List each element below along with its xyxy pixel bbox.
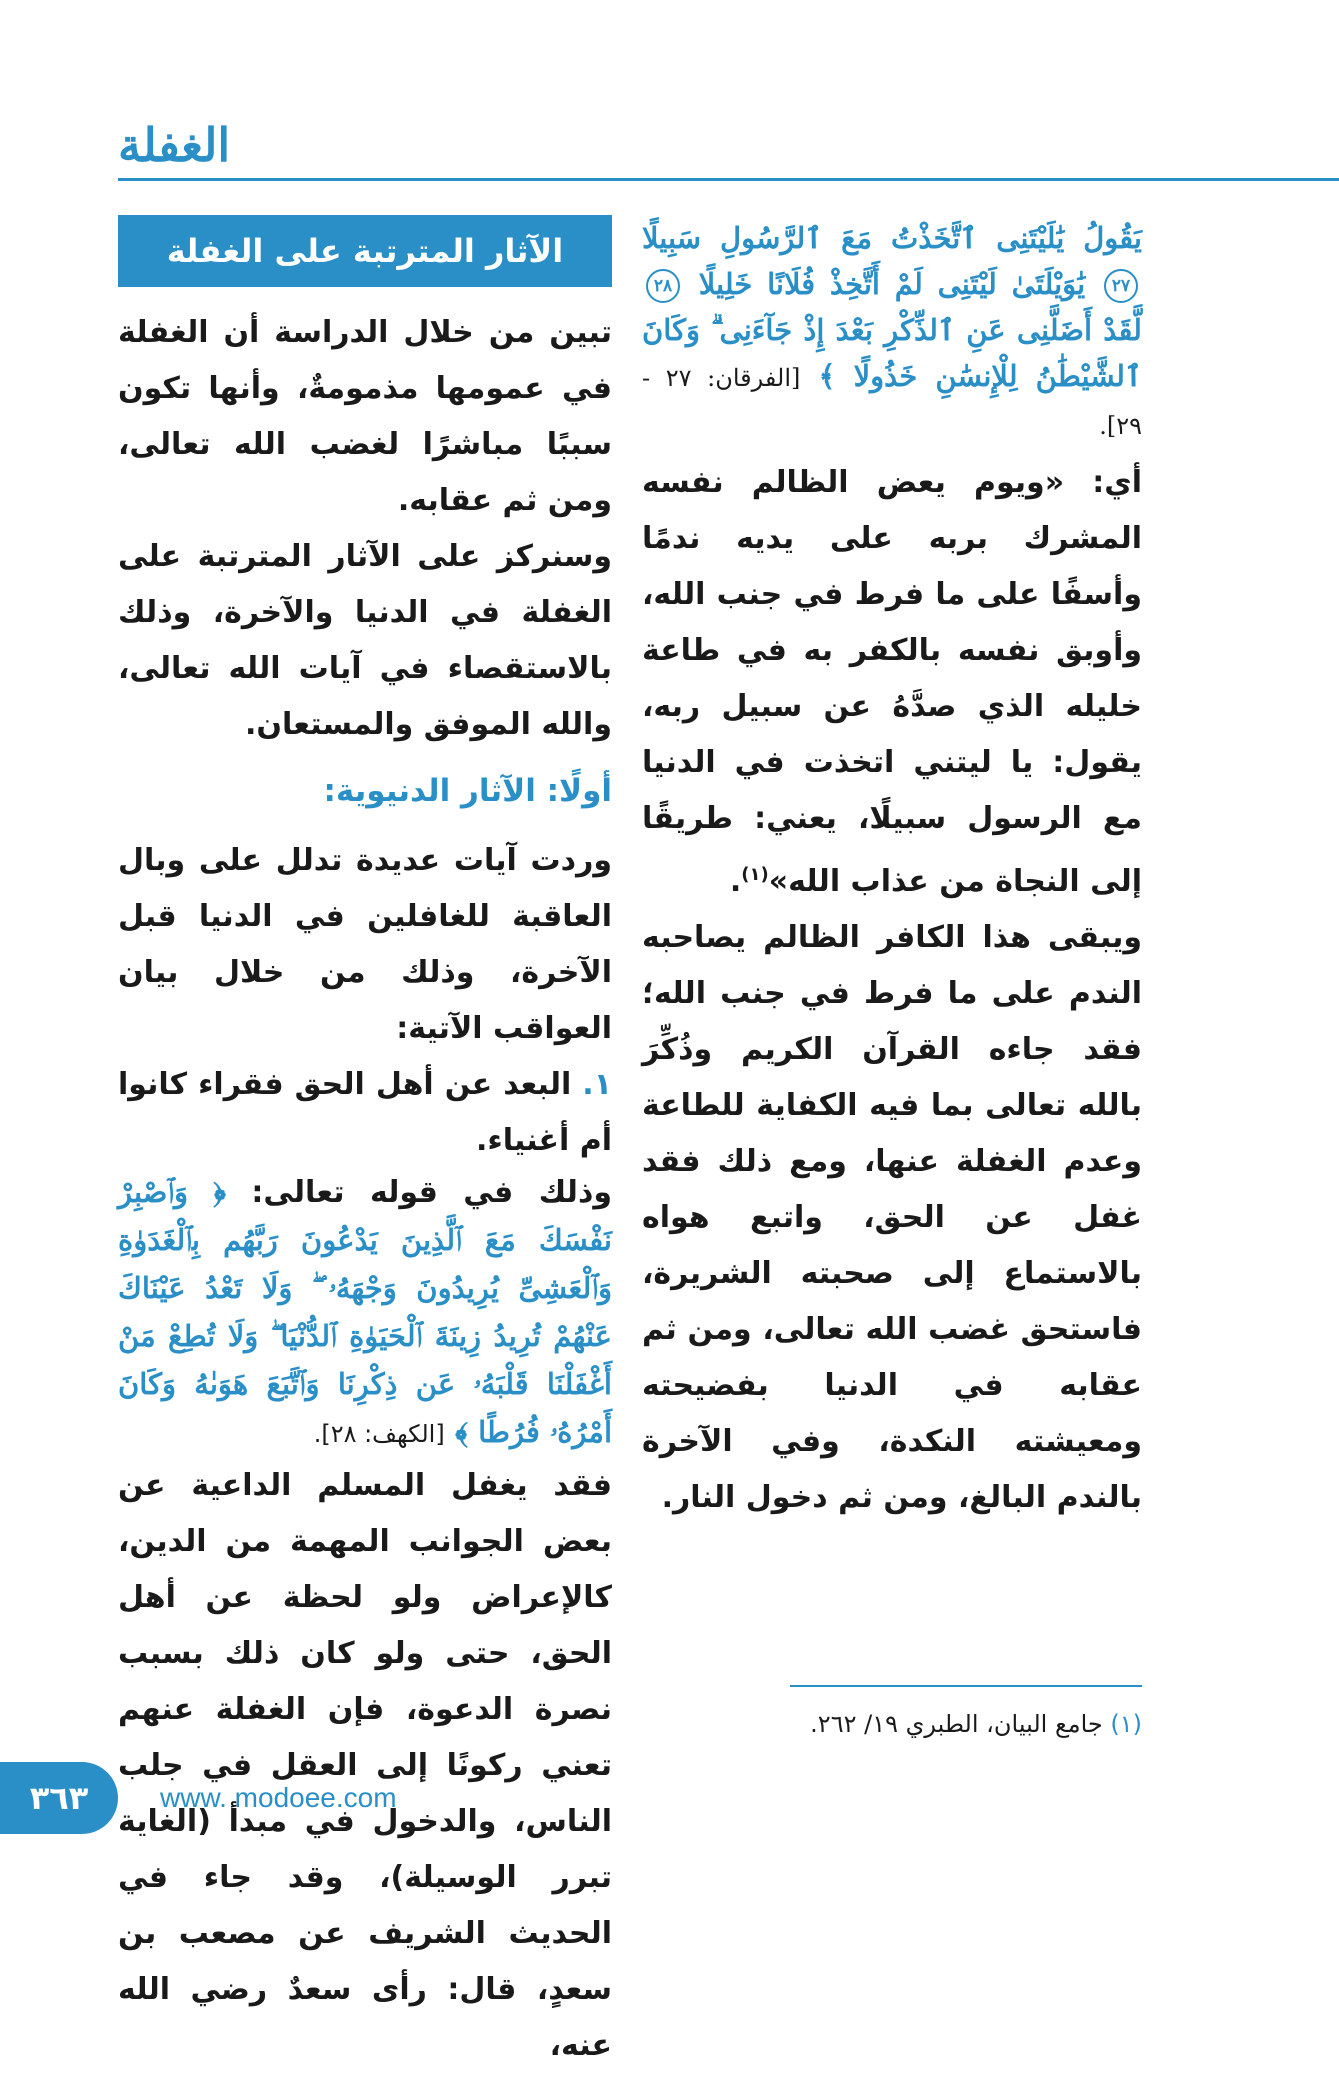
footnote-number: (١) bbox=[1110, 1710, 1142, 1738]
subheading: أولًا: الآثار الدنيوية: bbox=[323, 773, 612, 809]
quran-verse-furqan bbox=[642, 215, 1142, 449]
quran-verse-kahf: ﴿ وَٱصْبِرْ نَفْسَكَ مَعَ ٱلَّذِينَ يَدْعُونَ رَبَّهُم بِٱلْغَدَوٰةِ وَٱلْعَشِىِّ يُرِيدُونَ وَجْهَهُۥ ۖ وَلَا تَعْدُ عَيْنَاكَ عَنْهُمْ تُرِيدُ زِينَةَ ٱلْحَيَوٰةِ ٱلدُّنْيَا ۖ وَلَا تُطِعْ مَنْ أَغْفَلْنَا قَلْبَهُۥ عَن ذِكْرِنَا وَٱتَّبَعَ هَوَىٰهُ وَكَانَ أَمْرُهُۥ فُرُطًا ﴾ bbox=[118, 1175, 612, 1449]
footnote-rule bbox=[790, 1685, 1142, 1687]
verse-number-badge: ٢٨ bbox=[646, 269, 680, 303]
paragraph: تبين من خلال الدراسة أن الغفلة في عمومها مذمومةٌ، وأنها تكون سببًا مباشرًا لغضب الله تعالى، ومن ثم عقابه. bbox=[118, 315, 612, 518]
website-link[interactable]: www. modoee.com bbox=[160, 1782, 397, 1813]
page-number-tab: ٣٦٣ bbox=[0, 1762, 118, 1834]
running-head-title: الغفلة bbox=[118, 118, 231, 172]
verse-line: يَٰوَيْلَتَىٰ لَيْتَنِى لَمْ أَتَّخِذْ فُلَانًا خَلِيلًا bbox=[698, 267, 1086, 301]
section-title-box: الآثار المترتبة على الغفلة bbox=[118, 215, 612, 287]
paragraph-text: أي: «ويوم يعض الظالم نفسه المشرك بربه على يديه ندمًا وأسفًا على ما فرط في جنب الله، وأوبق نفسه بالكفر به في طاعة خليله الذي صدَّهُ عن سبيل ربه، يقول: يا ليتني اتخذت في الدنيا مع الرسول سبيلًا، يعني: طريقًا إلى النجاة من عذاب الله» bbox=[642, 465, 1142, 899]
paragraph: وردت آيات عديدة تدلل على وبال العاقبة للغافلين في الدنيا قبل الآخرة، وذلك من خلال بيان العواقب الآتية: bbox=[118, 843, 612, 1046]
paragraph: ويبقى هذا الكافر الظالم يصاحبه الندم على ما فرط في جنب الله؛ فقد جاءه القرآن الكريم وذُكِّرَ بالله تعالى بما فيه الكفاية للطاعة وعدم الغفلة عنها، ومع ذلك فقد غفل عن الحق، واتبع هواه بالاستماع إلى صحبته الشريرة، فاستحق غضب الله تعالى، ومن ثم عقابه في الدنيا بفضيحته ومعيشته النكدة، وفي الآخرة بالندم البالغ، ومن ثم دخول النار. bbox=[642, 920, 1142, 1515]
verse-paragraph bbox=[118, 1169, 612, 1458]
header-rule bbox=[118, 178, 1339, 181]
list-item bbox=[118, 1057, 612, 1169]
verse-number-badge: ٢٧ bbox=[1104, 269, 1138, 303]
verse-reference: [الفرقان: ٢٧ - ٢٩]. bbox=[642, 364, 1142, 440]
verse-line: لِلْإِنسَٰنِ خَذُولًا ﴾ bbox=[818, 359, 1018, 393]
list-item-text: البعد عن أهل الحق فقراء كانوا أم أغنياء. bbox=[118, 1067, 612, 1158]
verse-line: لَّقَدْ أَضَلَّنِى عَنِ ٱلذِّكْرِ بَعْدَ إِذْ جَآءَنِى ۗ وَكَانَ ٱلشَّيْطَٰنُ bbox=[642, 313, 1142, 393]
footnote-reference[interactable]: (١) bbox=[741, 864, 769, 885]
list-number: ١. bbox=[582, 1067, 612, 1102]
footnote-text: جامع البيان، الطبري ١٩/ ٢٦٢. bbox=[810, 1710, 1103, 1738]
paragraph: وسنركز على الآثار المترتبة على الغفلة في الدنيا والآخرة، وذلك بالاستقصاء في آيات الله تعالى، والله الموفق والمستعان. bbox=[118, 539, 612, 742]
paragraph-end: . bbox=[729, 864, 742, 899]
paragraph: فقد يغفل المسلم الداعية عن بعض الجوانب المهمة من الدين، كالإعراض ولو لحظة عن أهل الحق، حتى ولو كان ذلك بسبب نصرة الدعوة، فإن الغفلة عنهم تعني ركونًا إلى العقل في جلب الناس، والدخول في مبدأ (الغاية تبرر الوسيلة)، وقد جاء في الحديث الشريف عن مصعب بن سعدٍ، قال: رأى سعدٌ رضي الله عنه، bbox=[118, 1468, 612, 2063]
verse-intro: وذلك في قوله تعالى: bbox=[251, 1175, 612, 1210]
verse-reference: [الكهف: ٢٨]. bbox=[313, 1420, 445, 1448]
right-column bbox=[642, 215, 1142, 1526]
verse-line: يَقُولُ يَٰلَيْتَنِى ٱتَّخَذْتُ مَعَ ٱلرَّسُولِ سَبِيلًا bbox=[642, 221, 1142, 255]
paragraph bbox=[642, 455, 1142, 910]
footnote bbox=[642, 1710, 1142, 1738]
